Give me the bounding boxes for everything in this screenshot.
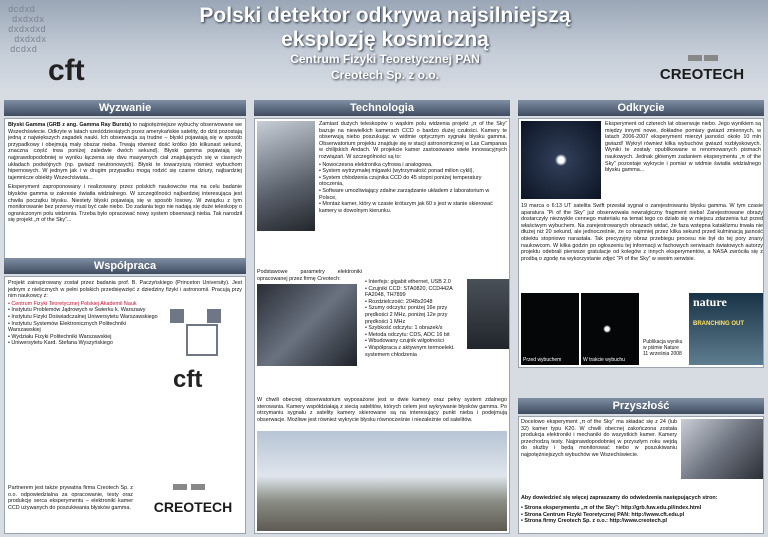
section-header-technologia: Technologia — [254, 100, 510, 116]
sky-photo — [521, 121, 601, 199]
cft-logo-text: cft — [48, 54, 85, 87]
param-item: • Metoda odczytu: CDS, ADC 16 bit — [365, 331, 450, 338]
technologia-paragraph-1: Zamiast dużych teleskopów o wąskim polu widzenia projekt „π of the Sky” bazuje na niewielkich kamerach CCD o bardzo dużej czułości. Kamery te obserwują niebo poszukując w widmie optycznym sygnału błysku gamma. Obserwatorium projektu znajduje się w stacji astronomicznej w Las Campanas w chilijskich Andach. W projekcie kamer zastosowano wiele innowacyjnych rozwiązań. W szczególności są to: — [319, 121, 507, 160]
institute-item: • Instytutu Problemów Jądrowych w Świerku k. Warszawy — [8, 307, 146, 314]
feature-item: • System chłodzenia czujnika CCD do 45 stopni poniżej temperatury otoczenia, — [319, 174, 482, 188]
odkrycie-paragraph-2: 19 marca o 6:13 UT satelita Swift przesłał sygnał o zarejestrowaniu błysku gamma. W tym czasie aparatura “Pi of the Sky” już obserwowała newralgiczny fragment nieba! Zarejestrowane obrazy dostarczyły niezwykle cennego materiału na temat tego co działo się w miejscu zdarzenia tuż przed właściwym wybuchem. Na zarejestrowanych obrazach widać, że faza wstępna kataklizmu trwała nie dłużej niż 20 sekund, ale jednocześnie, że co najmniej przez kilka sekund przed kulminacją jasność obiektu stopniowo narastała. Tak precyzyjny obraz przebiegu procesu nie był do tej pory znany naukowcom. W kilka godzin po ogłoszeniu tej informacji w fachowych serwisach światowych autorzy projektu odebrali pierwsze gratulacje od kolegów z innych eksperymentów, a NASA zwróciła się z prośbą o zgodę na wykorzystanie zdjęć “Pi of the Sky” w swoim serwisie. — [521, 203, 763, 262]
wspolpraca-creotech-logo — [143, 482, 243, 524]
svg-text:dcdxd: dcdxd — [10, 45, 38, 55]
link-item[interactable]: • Strona Centrum Fizyki Teoretycznej PAN: http://www.cft.edu.pl — [521, 511, 685, 518]
param-item: • Szybkość odczytu: 1 obrazek/s — [365, 325, 443, 332]
technologia-paragraph-2: Podstawowe parametry elektroniki opracowanej przez firmę Creotech: — [257, 269, 362, 282]
przyszlosc-panel — [518, 416, 764, 534]
nature-headline: BRANCHING OUT — [693, 321, 744, 327]
feature-item: • Nowoczesna elektronika cyfrowa i analogowa, — [319, 161, 433, 168]
wspolpraca-panel — [4, 276, 246, 534]
links-list — [521, 505, 763, 525]
feature-item: • System wytrzymałej migawki (wytrzymałość ponad milion cykli), — [319, 168, 474, 175]
param-item: • Interfejs: gigabit ethernet, USB 2.0 — [365, 279, 451, 285]
section-header-wyzwanie: Wyzwanie — [4, 100, 246, 116]
wyzwanie-lead: Błyski Gamma (GRB z ang. Gamma Ray Bursts) — [8, 122, 132, 128]
wyzwanie-panel — [4, 118, 246, 268]
odkrycie-panel — [518, 118, 764, 368]
przyszlosc-invite: Aby dowiedzieć się więcej zapraszamy do odwiedzenia następujących stron: — [521, 495, 718, 501]
svg-text:dxdxdx: dxdxdx — [14, 35, 47, 45]
institute-item: • Wydziału Fizyki Politechniki Warszawskiej — [8, 333, 112, 340]
nature-caption: Publikacja wyniku w piśmie Nature 11 września 2008 — [643, 339, 683, 357]
param-item: • Współpraca z aktywnym termoelekt. systemem chłodzenia — [365, 344, 455, 358]
link-item[interactable]: • Strona eksperymentu „π of the Sky”: http://grb.fuw.edu.pl/index.html — [521, 505, 702, 511]
nature-cover — [689, 293, 763, 365]
przyszlosc-paragraph-1: Docelowo eksperyment „π of the Sky” ma składać się z 24 (lub 32) kamer typu K20. W chwili obecnej zakończona została produkcja elektroniki i mechaniki do wszystkich kamer. Kamery przechodzą testy. Najprawdopodobniej w przyszłym roku wejdą do służby i będą monitorować niebo w poszukiwaniu najpotężniejszych wybuchów we Wszechświecie. — [521, 419, 677, 458]
institute-item: • Uniwersytetu Kard. Stefana Wyszyńskiego — [8, 340, 113, 347]
electronics-params-list — [365, 279, 465, 358]
institute-item: • Instytutu Fizyki Doświadczalnej Uniwersytetu Warszawskiego — [8, 313, 158, 320]
creotech-logo — [650, 55, 755, 85]
svg-text:dxdxdx: dxdxdx — [12, 15, 45, 25]
institute-item: • Instytutu Systemów Elektronicznych Politechniki Warszawskiej — [8, 320, 127, 334]
camera-mount-photo — [257, 121, 315, 231]
wspolpraca-creotech-logo-text: CREOTECH — [153, 499, 233, 515]
nature-logo: nature — [693, 295, 727, 309]
before-burst-photo — [521, 293, 579, 365]
svg-text:dcdxd: dcdxd — [8, 5, 36, 15]
camera-features-list — [319, 162, 507, 215]
param-item: • Szumy odczytu: poniżej 16e przy prędkości 2 MHz, poniżej 12e przy prędkości 1 MHz — [365, 305, 448, 325]
cft-logo — [8, 2, 118, 87]
observatory-photo — [257, 431, 507, 531]
during-burst-caption: W trakcie wybuchu — [583, 357, 625, 363]
svg-text:dxdxdxd: dxdxdxd — [8, 25, 46, 35]
technologia-paragraph-3: W chwili obecnej obserwatorium wyposażone jest w dwie kamery oraz pełny system zdalnego sterowania. Kamery współdziałają z siecią satelitów, których celem jest wykrywanie błysków gamma. Po otrzymaniu sygnału z satelity kamery skierowane są na interesujący punkt nieba i podejmują obserwacje. Możliwe jest również wykrycie błysku równocześnie i niezależnie od satelitów. — [257, 397, 507, 423]
feature-item: • Montaż kamer, który w czasie krótszym jak 60 s jest w stanie skierować kamery w dowolnym kierunku. — [319, 201, 493, 214]
odkrycie-paragraph-1: Eksperyment od czterech lat obserwuje niebo. Jego wynikiem są między innymi nowe, dokładne pomiary gwiazd zmiennych, w latach 2006-2007 eksperyment mierzył jasności około 10 mln gwiazd! Wykrył również kilka wybuchów gwiazd rozbłyskowych. Wyniki te zostały opublikowane w renomowanych pismach naukowych. Jednak głównym zadaniem eksperymentu „π of the Sky” pozostaje wykrycie i pomiar w widmie światła widzialnego błysku gamma... — [605, 121, 761, 174]
institutes-list — [8, 301, 158, 347]
wspolpraca-paragraph-2: Partnerem jest także prywatna firma Creotech Sp. z o.o. odpowiedzialna za opracowanie, testy oraz produkcję serca eksperymentu – elektroniki kamer CCD używanych do poszukiwania błysków gamma. — [8, 485, 133, 511]
wyzwanie-paragraph-1: Błyski Gamma (GRB z ang. Gamma Ray Bursts) to najpotężniejsze wybuchy obserwowane we Wszechświecie. Odkryte w latach sześćdziesiątych przez amerykańskie satelity, do dziś pozostają jedną z największych zagadek nauki. Ich obserwacja są trudne – błyski pojawiają się w sposób przypadkowy i obejmują mały obszar nieba. Trwają również dość krótko (do kilkunast sekund, znaczna część trwa poniżej zaledwie dwóch sekund). Błyski gamma pojawiają się najprawdopodobniej w wyniku łączenia się dwu masywnych ciał znajdujących się w ciasnych układach podwójnych (np. gwiazd neutronowych). Błyski te towarzyszą również wybuchom hipernowych. W jednym jak i w drugim przypadku mogą rodzić się czarne dziury, najbardziej tajemnicze obiekty Wszechświata... — [8, 122, 242, 181]
section-header-wspolpraca: Współpraca — [4, 258, 246, 274]
technologia-panel — [254, 118, 510, 534]
wspolpraca-paragraph-1: Projekt zainspirowany został przez badania prof. B. Paczyńskiego (Princeton University). Jest jednym z nielicznych w pełni polskich przedsięwzięć z dziedziny fizyki i astronomii. Pracują przy nim naukowcy z: — [8, 280, 242, 300]
camera-product-photo — [681, 419, 763, 479]
before-burst-caption: Przed wybuchem — [523, 357, 562, 363]
param-item: • Rozdzielczość: 2048x2048 — [365, 298, 433, 305]
link-item[interactable]: • Strona firmy Creotech Sp. z o.o.: http://www.creotech.pl — [521, 518, 668, 525]
section-header-przyszlosc: Przyszłość — [518, 398, 764, 414]
param-item: • Czujniki CCD: STA0820, CCD442A FA2048, TH7899 — [365, 285, 453, 299]
wyzwanie-paragraph-2: Eksperyment zaproponowany i realizowany przez polskich naukowców ma na celu badanie błysków gamma w zakresie światła widzialnego. W szczególności najbardziej interesująca jest chwila początku błysku. Niestety błyski pojawiają się w sposób losowy. W związku z tym monitorowanie bez przerwy musi być całe niebo. Do zadania tego nie nadają się duże teleskopy o ograniczonym polu widzenia. Trzeba było opracować nowy system obserwacji nieba. Tak narodził się projekt „π of the Sky”... — [8, 184, 242, 224]
subtitle-line2: Creotech Sp. z o.o. — [330, 68, 439, 82]
technologia-intro — [319, 121, 507, 214]
camera-unit-photo — [467, 279, 509, 349]
electronics-board-photo — [257, 284, 357, 366]
feature-item: • Software umożliwiający zdalne zarządzanie układem z laboratorium w Polsce, — [319, 187, 490, 201]
section-header-odkrycie: Odkrycie — [518, 100, 764, 116]
main-title-line2: eksplozję kosmiczną — [281, 28, 489, 51]
during-burst-photo — [581, 293, 639, 365]
main-title-line1: Polski detektor odkrywa najsilniejszą — [199, 4, 571, 27]
institute-item: • Centrum Fizyki Teoretycznej Polskiej Akademii Nauk — [8, 300, 137, 307]
subtitle-line1: Centrum Fizyki Teoretycznej PAN — [290, 52, 480, 66]
creotech-logo-text: CREOTECH — [659, 66, 745, 83]
param-item: • Wbudowany czujnik wilgotności — [365, 338, 444, 345]
wspolpraca-cft-logo-text: cft — [173, 366, 203, 393]
wspolpraca-logos — [165, 307, 240, 397]
